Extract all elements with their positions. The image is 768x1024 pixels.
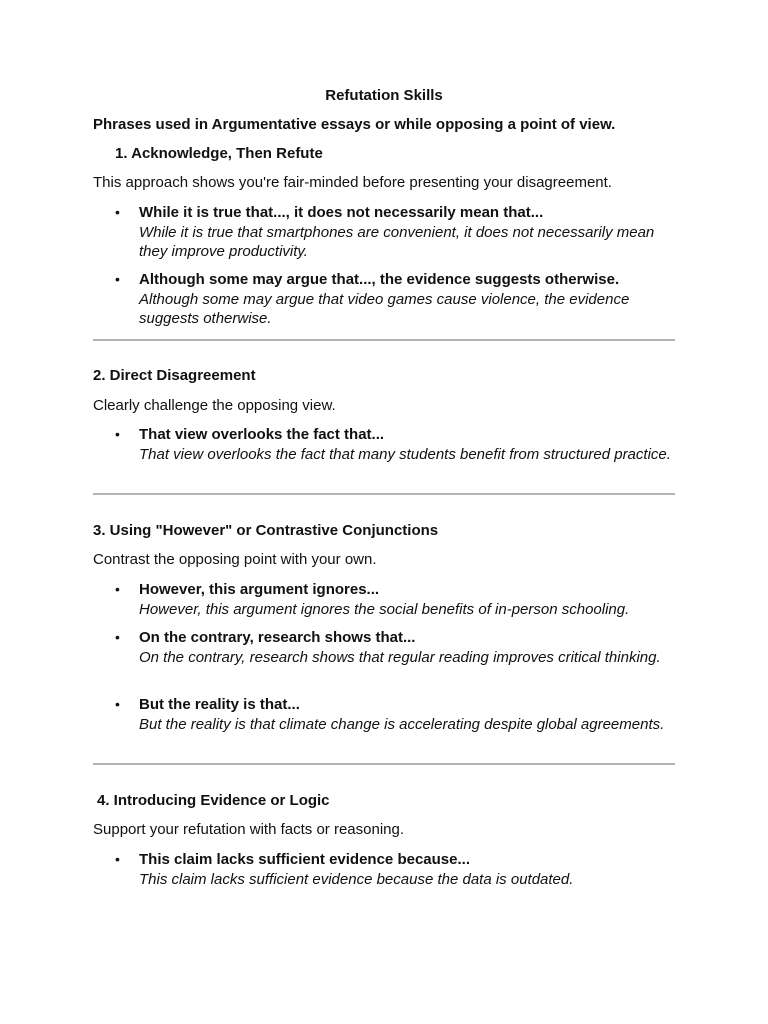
bullet-marker: • [115, 271, 120, 287]
phrase-example: While it is true that smartphones are convenient, it does not necessarily mean they improve productivity. [139, 223, 655, 260]
phrase-lead: But the reality is that... [139, 696, 300, 713]
phrase-example: On the contrary, research shows that regular reading improves critical thinking. [139, 648, 661, 666]
bullet-marker: • [115, 696, 120, 712]
section-divider [93, 763, 675, 765]
section-divider [93, 339, 675, 341]
phrase-example: This claim lacks sufficient evidence because the data is outdated. [139, 870, 574, 888]
list-item [139, 270, 675, 329]
section-heading-contrastive: 3. Using "However" or Contrastive Conjunctions [93, 522, 439, 539]
list-item [139, 425, 675, 464]
list-item [139, 850, 675, 889]
phrase-example: But the reality is that climate change is accelerating despite global agreements. [139, 715, 665, 733]
section-heading-acknowledge: 1. Acknowledge, Then Refute [115, 145, 323, 162]
phrase-example: Although some may argue that video games cause violence, the evidence suggests otherwise. [139, 290, 630, 327]
list-item [139, 580, 675, 619]
phrase-lead: Although some may argue that..., the evidence suggests otherwise. [139, 271, 620, 288]
bullet-marker: • [115, 426, 120, 442]
section-intro-evidence: Support your refutation with facts or reasoning. [93, 821, 405, 838]
phrase-lead: This claim lacks sufficient evidence because... [139, 851, 470, 868]
page-subtitle: Phrases used in Argumentative essays or while opposing a point of view. [93, 116, 616, 133]
list-item [139, 203, 675, 262]
section-heading-evidence: 4. Introducing Evidence or Logic [97, 792, 330, 809]
section-heading-direct-disagreement: 2. Direct Disagreement [93, 367, 256, 384]
section-intro-acknowledge: This approach shows you're fair-minded before presenting your disagreement. [93, 174, 612, 191]
bullet-marker: • [115, 851, 120, 867]
phrase-lead: While it is true that..., it does not necessarily mean that... [139, 204, 544, 221]
phrase-example: That view overlooks the fact that many students benefit from structured practice. [139, 445, 671, 463]
phrase-lead: On the contrary, research shows that... [139, 629, 416, 646]
list-item [139, 628, 675, 667]
page-title: Refutation Skills [325, 87, 443, 104]
bullet-marker: • [115, 204, 120, 220]
section-intro-contrastive: Contrast the opposing point with your own. [93, 551, 377, 568]
section-intro-direct-disagreement: Clearly challenge the opposing view. [93, 397, 336, 414]
list-item [139, 695, 675, 734]
bullet-marker: • [115, 581, 120, 597]
phrase-lead: However, this argument ignores... [139, 581, 380, 598]
section-divider [93, 493, 675, 495]
phrase-lead: That view overlooks the fact that... [139, 426, 385, 443]
phrase-example: However, this argument ignores the social benefits of in-person schooling. [139, 600, 630, 618]
bullet-marker: • [115, 629, 120, 645]
